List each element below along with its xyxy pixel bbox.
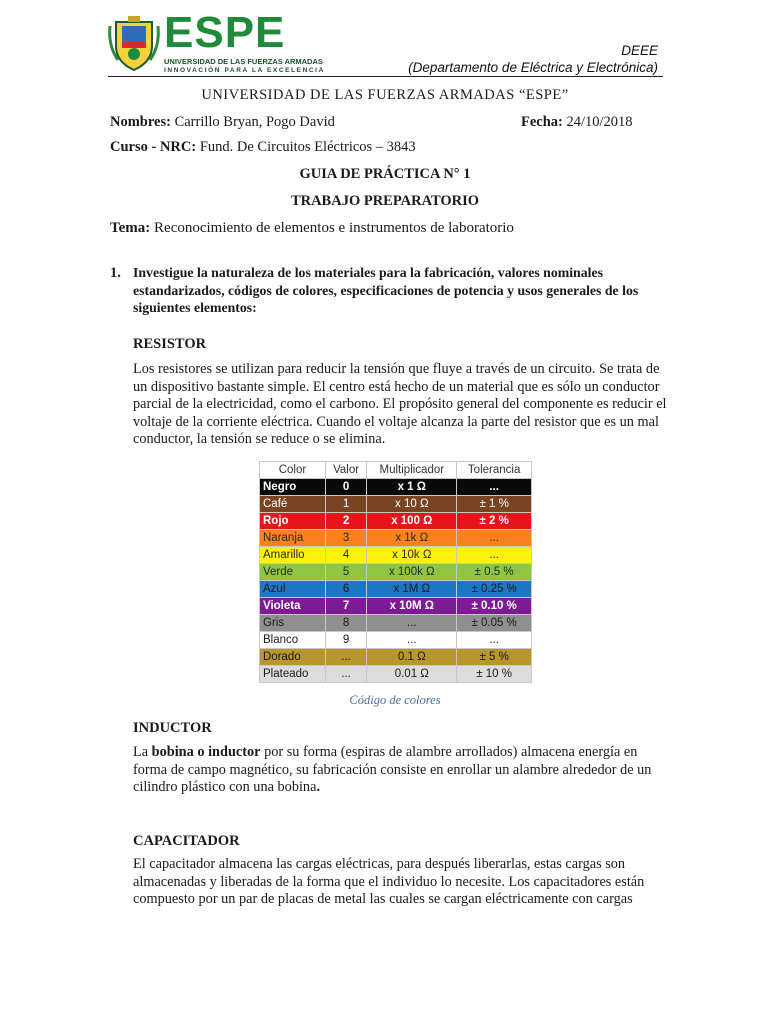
cell-tolerance: ± 0.10 % <box>457 598 532 615</box>
cell-color: Rojo <box>260 513 326 530</box>
course-label: Curso - NRC: <box>110 139 197 155</box>
table-row <box>260 632 532 649</box>
color-code-table <box>259 461 532 683</box>
cell-value: 4 <box>325 547 366 564</box>
cell-color: Naranja <box>260 530 326 547</box>
cell-multiplier: x 10M Ω <box>367 598 457 615</box>
university-title: UNIVERSIDAD DE LAS FUERZAS ARMADAS “ESPE” <box>201 87 569 103</box>
resistor-line: voltaje de la corriente eléctrica. Cuando el voltaje alcanza la parte del resistor que es un mal <box>133 413 659 430</box>
capacitor-line: compuesto por un par de placas de metal las cuales se cargan eléctricamente con cargas <box>133 891 633 907</box>
cell-value: 0 <box>325 479 366 496</box>
cell-tolerance: ± 1 % <box>457 496 532 513</box>
date-value: 24/10/2018 <box>562 114 633 130</box>
table-row <box>260 479 532 496</box>
cell-tolerance: ± 5 % <box>457 649 532 666</box>
cell-multiplier: 0.1 Ω <box>367 649 457 666</box>
table-row <box>260 547 532 564</box>
header-value: Valor <box>325 462 366 479</box>
table-row <box>260 513 532 530</box>
capacitor-paragraph <box>133 856 658 909</box>
names-line <box>110 113 335 131</box>
resistor-line: un dispositivo bastante simple. El centro está hecho de un material que es sólo un conductor <box>133 378 660 395</box>
cell-value: 2 <box>325 513 366 530</box>
table-caption: Código de colores <box>349 693 441 707</box>
inductor-paragraph <box>133 744 658 797</box>
table-row <box>260 666 532 683</box>
cell-tolerance: ± 10 % <box>457 666 532 683</box>
question-line: Investigue la naturaleza de los materiales para la fabricación, valores nominales <box>133 265 603 280</box>
table-row <box>260 615 532 632</box>
table-header-row <box>260 462 532 479</box>
cell-color: Verde <box>260 564 326 581</box>
resistor-line: Los resistores se utilizan para reducir la tensión que fluye a través de un circuito. Se trata de <box>133 361 660 377</box>
cell-tolerance: ... <box>457 632 532 649</box>
resistor-line: parcial de la electricidad, como el carbono. El propósito general del componente es reducir el <box>133 396 667 412</box>
cell-color: Azul <box>260 581 326 598</box>
university-crest-icon <box>108 16 160 72</box>
cell-value: 3 <box>325 530 366 547</box>
inductor-line: forma de campo magnético, su fabricación consiste en enrollar un alambre alrededor de un <box>133 761 652 778</box>
department-code: DEEE <box>621 43 658 58</box>
cell-value: 8 <box>325 615 366 632</box>
cell-multiplier: x 1k Ω <box>367 530 457 547</box>
names-label: Nombres: <box>110 114 171 130</box>
question-number: 1. <box>110 265 121 281</box>
cell-multiplier: 0.01 Ω <box>367 666 457 683</box>
cell-tolerance: ± 0.05 % <box>457 615 532 632</box>
cell-tolerance: ... <box>457 479 532 496</box>
header-multiplier: Multiplicador <box>367 462 457 479</box>
department-name: (Departamento de Eléctrica y Electrónica) <box>408 60 658 75</box>
cell-tolerance: ± 2 % <box>457 513 532 530</box>
cell-multiplier: x 1 Ω <box>367 479 457 496</box>
cell-multiplier: x 1M Ω <box>367 581 457 598</box>
cell-color: Café <box>260 496 326 513</box>
cell-tolerance: ... <box>457 530 532 547</box>
cell-color: Violeta <box>260 598 326 615</box>
cell-color: Amarillo <box>260 547 326 564</box>
cell-value: ... <box>325 649 366 666</box>
capacitor-line: El capacitador almacena las cargas eléctricas, para después liberarlas, estas cargas son <box>133 856 626 872</box>
resistor-paragraph <box>133 361 667 449</box>
header-divider <box>108 76 663 77</box>
work-title: TRABAJO PREPARATORIO <box>290 193 480 209</box>
table-row <box>260 564 532 581</box>
topic-label: Tema: <box>110 220 151 236</box>
date-label: Fecha: <box>521 114 563 130</box>
capacitor-line: almacenadas y liberadas de la forma que el individuo lo necesite. Los capacitadores están <box>133 873 645 890</box>
inductor-line3: cilindro plástico con una bobina <box>133 779 317 795</box>
date-line <box>521 113 633 131</box>
inductor-line1-pre: La <box>133 744 152 760</box>
cell-color: Plateado <box>260 666 326 683</box>
color-code-rows <box>260 479 532 683</box>
question-line: estandarizados, códigos de colores, especificaciones de potencia y usos generales de los <box>133 282 639 298</box>
inductor-heading: INDUCTOR <box>133 720 212 736</box>
topic-line <box>110 219 514 237</box>
cell-color: Dorado <box>260 649 326 666</box>
header-tolerance: Tolerancia <box>457 462 532 479</box>
table-row <box>260 649 532 666</box>
cell-value: 7 <box>325 598 366 615</box>
cell-multiplier: x 10k Ω <box>367 547 457 564</box>
cell-multiplier: x 100k Ω <box>367 564 457 581</box>
cell-value: 1 <box>325 496 366 513</box>
question-text <box>133 264 658 317</box>
cell-multiplier: x 10 Ω <box>367 496 457 513</box>
inductor-line1-post: por su forma (espiras de alambre arrollados) almacena energía en <box>260 744 638 760</box>
header-color: Color <box>260 462 326 479</box>
cell-multiplier: x 100 Ω <box>367 513 457 530</box>
cell-color: Blanco <box>260 632 326 649</box>
inductor-line3-end: . <box>316 779 321 795</box>
table-row <box>260 598 532 615</box>
cell-color: Negro <box>260 479 326 496</box>
names-value: Carrillo Bryan, Pogo David <box>170 114 335 130</box>
cell-multiplier: ... <box>367 615 457 632</box>
table-row <box>260 496 532 513</box>
cell-value: 5 <box>325 564 366 581</box>
inductor-term: bobina o inductor <box>151 744 261 760</box>
cell-value: ... <box>325 666 366 683</box>
inductor-line <box>133 779 658 797</box>
capacitor-heading: CAPACITADOR <box>133 833 240 849</box>
cell-tolerance: ± 0.5 % <box>457 564 532 581</box>
course-value: Fund. De Circuitos Eléctricos – 3843 <box>196 139 416 155</box>
cell-color: Gris <box>260 615 326 632</box>
cell-multiplier: ... <box>367 632 457 649</box>
table-row <box>260 581 532 598</box>
question-line: siguientes elementos: <box>133 300 257 315</box>
logo-slogan: INNOVACIÓN PARA LA EXCELENCIA <box>164 67 325 74</box>
guide-title: GUIA DE PRÁCTICA N° 1 <box>299 166 471 182</box>
department-header <box>408 42 658 76</box>
resistor-heading: RESISTOR <box>133 336 207 352</box>
cell-value: 6 <box>325 581 366 598</box>
inductor-line <box>133 744 658 762</box>
topic-value: Reconocimiento de elementos e instrumentos de laboratorio <box>150 220 514 236</box>
cell-tolerance: ± 0.25 % <box>457 581 532 598</box>
table-row <box>260 530 532 547</box>
logo-subtitle: UNIVERSIDAD DE LAS FUERZAS ARMADAS <box>164 57 323 66</box>
cell-tolerance: ... <box>457 547 532 564</box>
course-line <box>110 138 416 156</box>
logo-wordmark: ESPE <box>164 8 286 57</box>
cell-value: 9 <box>325 632 366 649</box>
resistor-line: conductor, la tensión se reduce o se elimina. <box>133 431 386 447</box>
espe-logo <box>108 8 338 74</box>
